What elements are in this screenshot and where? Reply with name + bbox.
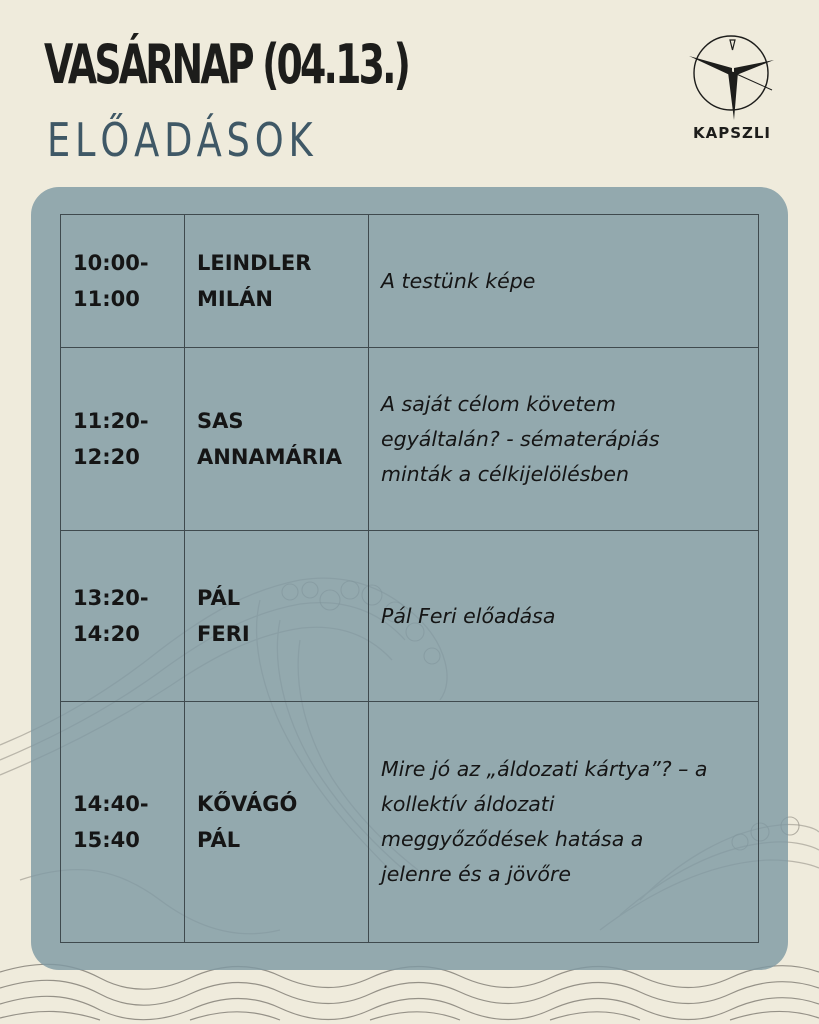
- speaker-second-line: PÁL: [197, 828, 241, 852]
- topic-cell: [369, 531, 759, 702]
- time-end: 11:00: [73, 287, 140, 311]
- time-start: 14:40-: [73, 792, 149, 816]
- time-end: 15:40: [73, 828, 140, 852]
- time-start: 10:00-: [73, 251, 149, 275]
- table-row: [61, 702, 759, 943]
- topic-line: Mire jó az „áldozati kártya”? – a: [381, 757, 708, 781]
- speaker-second-line: ANNAMÁRIA: [197, 445, 343, 469]
- page-subtitle: ELŐADÁSOK: [47, 113, 318, 167]
- time-cell: [61, 702, 185, 943]
- time-end: 12:20: [73, 445, 140, 469]
- speaker-cell: [185, 215, 369, 348]
- time-start: 11:20-: [73, 409, 149, 433]
- topic-line: jelenre és a jövőre: [381, 862, 572, 886]
- time-end: 14:20: [73, 622, 140, 646]
- schedule-table: [60, 214, 759, 943]
- speaker-cell: [185, 348, 369, 531]
- time-cell: [61, 531, 185, 702]
- topic-cell: [369, 215, 759, 348]
- speaker-second-line: MILÁN: [197, 287, 273, 311]
- logo-wordmark: KAPSZLI: [692, 124, 772, 142]
- speaker-first-line: KŐVÁGÓ: [197, 792, 298, 816]
- topic-line: Pál Feri előadása: [381, 603, 556, 628]
- topic-line: egyáltalán? - sématerápiás: [381, 426, 660, 451]
- speaker-second-line: FERI: [197, 622, 250, 646]
- topic-line: kollektív áldozati: [381, 792, 555, 816]
- page-title: VASÁRNAP (04.13.): [44, 33, 409, 96]
- topic-line: A testünk képe: [381, 268, 536, 293]
- time-cell: [61, 348, 185, 531]
- topic-line: meggyőződések hatása a: [381, 827, 644, 851]
- speaker-first-line: PÁL: [197, 586, 241, 610]
- speaker-cell: [185, 531, 369, 702]
- speaker-first-line: LEINDLER: [197, 251, 312, 275]
- topic-line: minták a célkijelölésben: [381, 461, 630, 486]
- topic-line: A saját célom követem: [381, 391, 616, 416]
- table-row: [61, 531, 759, 702]
- time-cell: [61, 215, 185, 348]
- topic-cell: [369, 348, 759, 531]
- speaker-cell: [185, 702, 369, 943]
- time-start: 13:20-: [73, 586, 149, 610]
- topic-cell: [369, 702, 759, 943]
- speaker-first-line: SAS: [197, 409, 244, 433]
- table-row: [61, 215, 759, 348]
- table-row: [61, 348, 759, 531]
